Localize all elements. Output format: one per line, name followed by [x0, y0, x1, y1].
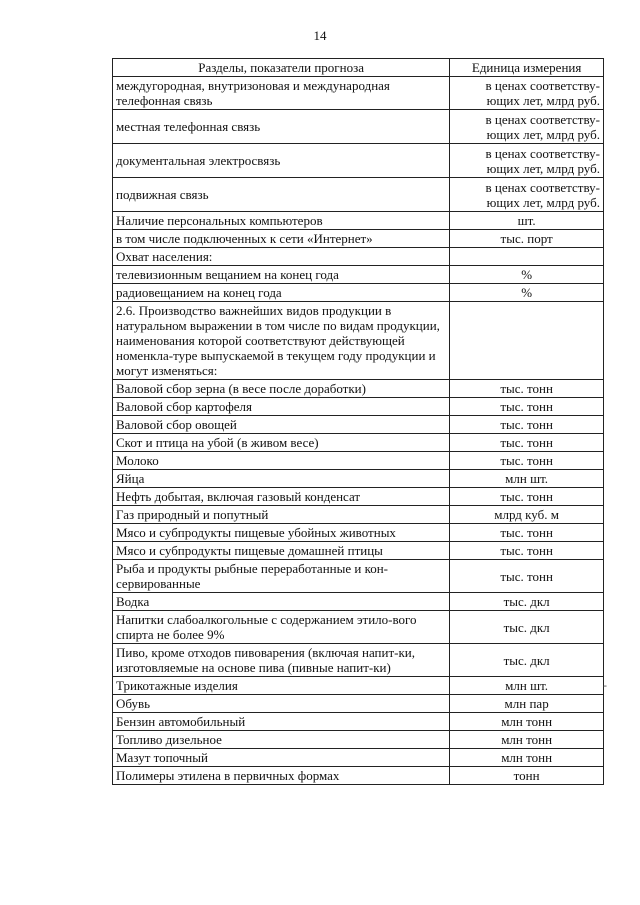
table-row — [113, 767, 604, 785]
indicator-cell: радиовещанием на конец года — [113, 284, 450, 302]
unit-cell: в ценах соответству-ющих лет, млрд руб. — [450, 110, 604, 144]
indicator-cell: Мясо и субпродукты пищевые домашней птицы — [113, 542, 450, 560]
unit-cell: млн пар — [450, 695, 604, 713]
indicator-cell: телевизионным вещанием на конец года — [113, 266, 450, 284]
indicator-cell: местная телефонная связь — [113, 110, 450, 144]
table-row — [113, 144, 604, 178]
indicator-cell: Скот и птица на убой (в живом весе) — [113, 434, 450, 452]
unit-cell: % — [450, 266, 604, 284]
indicator-cell: Мясо и субпродукты пищевые убойных животных — [113, 524, 450, 542]
indicator-cell: междугородная, внутризоновая и международная телефонная связь — [113, 77, 450, 110]
table-row — [113, 77, 604, 110]
unit-cell: тыс. тонн — [450, 416, 604, 434]
table-row — [113, 560, 604, 593]
indicator-cell: Водка — [113, 593, 450, 611]
margin-mark: - — [603, 678, 607, 692]
unit-cell: шт. — [450, 212, 604, 230]
unit-cell: в ценах соответству-ющих лет, млрд руб. — [450, 77, 604, 110]
unit-cell: тыс. тонн — [450, 560, 604, 593]
unit-cell: млн тонн — [450, 749, 604, 767]
indicator-cell: Охват населения: — [113, 248, 450, 266]
header-indicators: Разделы, показатели прогноза — [113, 59, 450, 77]
indicator-cell: подвижная связь — [113, 178, 450, 212]
table-row — [113, 611, 604, 644]
table-row — [113, 677, 604, 695]
table-row — [113, 266, 604, 284]
indicator-cell: Нефть добытая, включая газовый конденсат — [113, 488, 450, 506]
unit-cell: тыс. дкл — [450, 593, 604, 611]
header-unit: Единица измерения — [450, 59, 604, 77]
table-row — [113, 248, 604, 266]
unit-cell: млн тонн — [450, 731, 604, 749]
unit-cell: млн шт. — [450, 677, 604, 695]
table-row — [113, 506, 604, 524]
unit-cell: тыс. тонн — [450, 542, 604, 560]
unit-cell: млрд куб. м — [450, 506, 604, 524]
indicator-cell: Полимеры этилена в первичных формах — [113, 767, 450, 785]
table-row — [113, 398, 604, 416]
indicator-cell: Бензин автомобильный — [113, 713, 450, 731]
indicator-cell: Трикотажные изделия — [113, 677, 450, 695]
table-row — [113, 524, 604, 542]
indicator-cell: в том числе подключенных к сети «Интернет» — [113, 230, 450, 248]
indicator-cell: Наличие персональных компьютеров — [113, 212, 450, 230]
table-row — [113, 488, 604, 506]
table-row — [113, 230, 604, 248]
indicator-cell: Молоко — [113, 452, 450, 470]
unit-cell: млн тонн — [450, 713, 604, 731]
unit-cell: % — [450, 284, 604, 302]
unit-cell: тыс. порт — [450, 230, 604, 248]
indicator-cell: Валовой сбор зерна (в весе после доработки) — [113, 380, 450, 398]
unit-cell — [450, 248, 604, 266]
table-row — [113, 593, 604, 611]
unit-cell: тыс. дкл — [450, 644, 604, 677]
forecast-indicators-table — [112, 58, 604, 785]
section-heading-cell: 2.6. Производство важнейших видов продукции в натуральном выражении в том числе по видам продукции, наименования которой соответствуют действующей номенкла-туре выпускаемой в текущем году продукции и могут изменяться: — [113, 302, 450, 380]
indicator-cell: Валовой сбор овощей — [113, 416, 450, 434]
indicator-cell: Пиво, кроме отходов пивоварения (включая напит-ки, изготовляемые на основе пива (пивные напит-ки) — [113, 644, 450, 677]
unit-cell: тыс. тонн — [450, 452, 604, 470]
unit-cell: тыс. тонн — [450, 434, 604, 452]
table-row — [113, 542, 604, 560]
unit-cell: тыс. тонн — [450, 488, 604, 506]
table-row — [113, 749, 604, 767]
indicator-cell: Напитки слабоалкогольные с содержанием этило-вого спирта не более 9% — [113, 611, 450, 644]
table-row — [113, 644, 604, 677]
unit-cell — [450, 302, 604, 380]
table-row — [113, 284, 604, 302]
indicator-cell: Яйца — [113, 470, 450, 488]
table-row — [113, 380, 604, 398]
table-row — [113, 452, 604, 470]
table-row — [113, 731, 604, 749]
table-row — [113, 302, 604, 380]
table-row — [113, 178, 604, 212]
indicator-cell: Валовой сбор картофеля — [113, 398, 450, 416]
table-header-row — [113, 59, 604, 77]
table-row — [113, 434, 604, 452]
table-row — [113, 416, 604, 434]
indicator-cell: документальная электросвязь — [113, 144, 450, 178]
indicator-cell: Рыба и продукты рыбные переработанные и кон-сервированные — [113, 560, 450, 593]
unit-cell: тыс. тонн — [450, 380, 604, 398]
indicator-cell: Мазут топочный — [113, 749, 450, 767]
unit-cell: в ценах соответству-ющих лет, млрд руб. — [450, 178, 604, 212]
unit-cell: тонн — [450, 767, 604, 785]
table-row — [113, 212, 604, 230]
unit-cell: тыс. тонн — [450, 398, 604, 416]
table-row — [113, 110, 604, 144]
indicator-cell: Газ природный и попутный — [113, 506, 450, 524]
table-row — [113, 695, 604, 713]
indicator-cell: Обувь — [113, 695, 450, 713]
table-row — [113, 713, 604, 731]
indicator-cell: Топливо дизельное — [113, 731, 450, 749]
unit-cell: млн шт. — [450, 470, 604, 488]
unit-cell: тыс. дкл — [450, 611, 604, 644]
unit-cell: тыс. тонн — [450, 524, 604, 542]
page-number: 14 — [313, 28, 327, 43]
table-row — [113, 470, 604, 488]
unit-cell: в ценах соответству-ющих лет, млрд руб. — [450, 144, 604, 178]
